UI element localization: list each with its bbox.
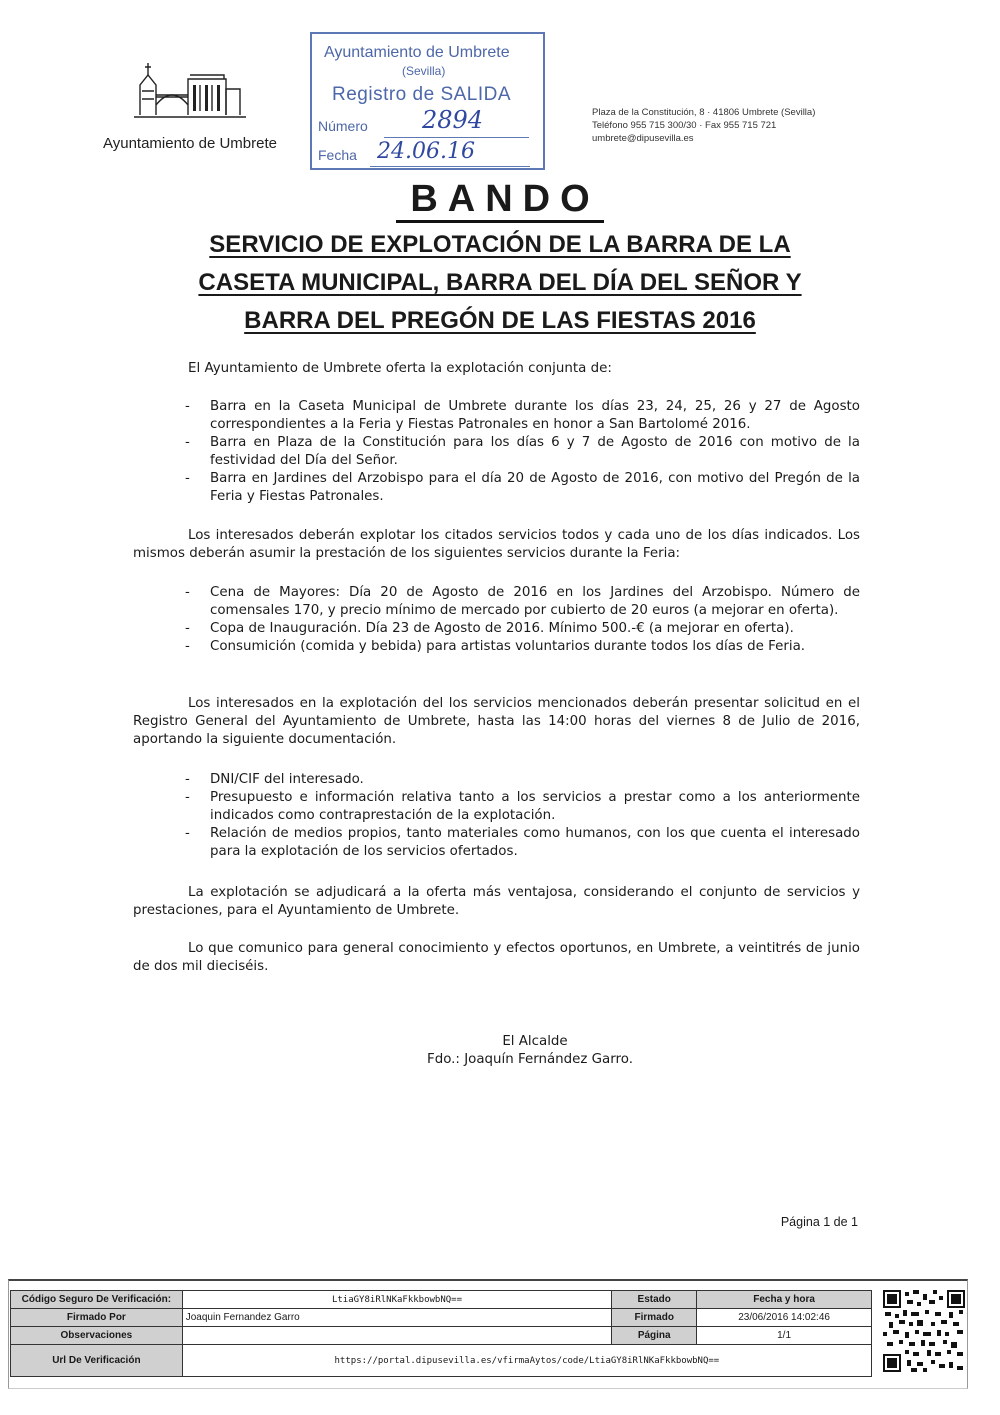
stamp-number-label: Número [318,118,368,134]
subtitle-line-2: CASETA MUNICIPAL, BARRA DEL DÍA DEL SEÑOR Y [198,269,802,296]
obligations-section [133,527,860,563]
signature-name: Fdo.: Joaquín Fernández Garro. [427,1052,633,1067]
firmado-fecha: 23/06/2016 14:02:46 [697,1309,872,1327]
intro-paragraph: El Ayuntamiento de Umbrete oferta la explotación conjunta de: [188,361,612,376]
stamp-province: (Sevilla) [402,64,446,78]
documents-list-section [133,771,860,861]
stamp-date-label: Fecha [318,147,357,163]
award-section [133,884,860,920]
award-paragraph: La explotación se adjudicará a la oferta más ventajosa, considerando el conjunto de servicios y prestaciones, para el Ayuntamiento de Umbrete. [133,885,860,918]
stamp-date-underline [370,166,530,167]
application-paragraph: Los interesados en la explotación del los servicios mencionados deberán presentar solicitud en el Registro General del Ayuntamiento de Umbrete, hasta las 14:00 horas del viernes 8 de Julio de 2016, aportando la siguiente documentación. [133,696,860,747]
offer-list-section [133,398,860,506]
contact-phone: Teléfono 955 715 300/30 · Fax 955 715 721 [592,120,777,131]
logo-caption: Ayuntamiento de Umbrete [103,135,277,152]
url-label: Url De Verificación [11,1345,183,1377]
contact-address: Plaza de la Constitución, 8 · 41806 Umbrete (Sevilla) [592,107,816,118]
pagina-value: 1/1 [697,1327,872,1345]
intro-section [133,360,860,378]
url-value[interactable]: https://portal.dipusevilla.es/vfirmaAytos/code/LtiaGY8iRlNKaFkkbowbNQ== [182,1345,871,1377]
stamp-number-value: 2894 [422,106,484,134]
firmado-por-label: Firmado Por [11,1309,183,1327]
list-item: - Copa de Inauguración. Día 23 de Agosto de 2016. Mínimo 500.-€ (a mejorar en oferta). [133,620,860,638]
town-hall-logo-icon [130,45,250,127]
registry-stamp [310,32,545,170]
title-text: BANDO [396,178,603,223]
pagina-label: Página [612,1327,697,1345]
table-row [11,1345,872,1377]
document-title [0,178,1000,221]
codigo-value: LtiaGY8iRlNKaFkkbowbNQ== [182,1291,612,1309]
signature-role: El Alcalde [502,1034,568,1049]
subtitle-line-1: SERVICIO DE EXPLOTACIÓN DE LA BARRA DE LA [209,231,791,258]
table-row [11,1327,872,1345]
verification-table [10,1290,872,1377]
estado-label: Estado [612,1291,697,1309]
table-row [11,1309,872,1327]
closing-section [133,940,860,976]
list-item: - Barra en Plaza de la Constitución para los días 6 y 7 de Agosto de 2016 con motivo de la festividad del Día del Señor. [133,434,860,470]
qr-code-icon [883,1290,965,1372]
page-number: Página 1 de 1 [780,1215,858,1229]
services-list [133,584,860,656]
list-item: - Barra en Jardines del Arzobispo para el día 20 de Agosto de 2016, con motivo del Pregón de la Feria y Fiestas Patronales. [133,470,860,506]
contact-email: umbrete@dipusevilla.es [592,133,694,144]
table-row [11,1291,872,1309]
offer-list [133,398,860,506]
services-list-section [133,584,860,656]
firmado-label: Firmado [612,1309,697,1327]
application-section [133,695,860,749]
stamp-date-value: 24.06.16 [377,139,475,164]
documents-list [133,771,860,861]
list-item: - DNI/CIF del interesado. [133,771,860,789]
list-item: - Presupuesto e información relativa tanto a los servicios a prestar como a los anteriormente indicados como contraprestación de la explotación. [133,789,860,825]
obligations-paragraph: Los interesados deberán explotar los citados servicios todos y cada uno de los días indicados. Los mismos deberán asumir la prestación de los siguientes servicios durante la Feria: [133,528,860,561]
stamp-entity: Ayuntamiento de Umbrete [324,44,510,61]
fecha-hora-label: Fecha y hora [697,1291,872,1309]
stamp-number-underline [384,137,529,138]
observaciones-value [182,1327,612,1345]
observaciones-label: Observaciones [11,1327,183,1345]
list-item: - Cena de Mayores: Día 20 de Agosto de 2016 en los Jardines del Arzobispo. Número de comensales 170, y precio mínimo de mercado por cubierto de 20 euros (a mejorar en oferta). [133,584,860,620]
signature-block [0,1033,1000,1069]
subtitle-line-3: BARRA DEL PREGÓN DE LAS FIESTAS 2016 [244,307,756,334]
list-item: - Consumición (comida y bebida) para artistas voluntarios durante todos los días de Feria. [133,638,860,656]
list-item: - Barra en la Caseta Municipal de Umbrete durante los días 23, 24, 25, 26 y 27 de Agosto correspondientes a la Feria y Fiestas Patronales en honor a San Bartolomé 2016. [133,398,860,434]
document-subtitle [0,226,1000,340]
list-item: - Relación de medios propios, tanto materiales como humanos, con los que cuenta el interesado para la explotación de los servicios ofertados. [133,825,860,861]
closing-paragraph: Lo que comunico para general conocimiento y efectos oportunos, en Umbrete, a veintitrés de junio de dos mil dieciséis. [133,941,860,974]
contact-block [592,106,815,145]
municipal-logo [80,45,300,152]
codigo-label: Código Seguro De Verificación: [11,1291,183,1309]
stamp-registry: Registro de SALIDA [332,84,512,105]
firmado-por-value: Joaquin Fernandez Garro [182,1309,612,1327]
